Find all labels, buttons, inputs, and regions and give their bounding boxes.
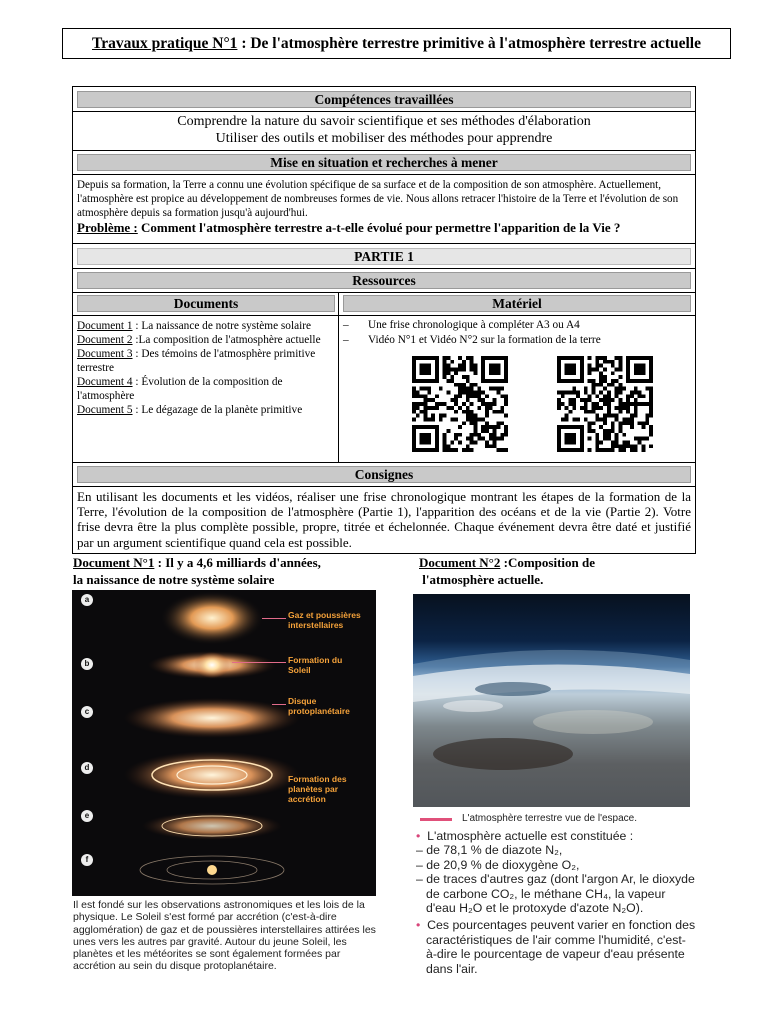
solar-system-formation-illustration — [72, 590, 376, 896]
doc2-heading — [419, 554, 699, 588]
letter-d: d — [81, 762, 93, 774]
materiel-item-2: Vidéo N°1 et Vidéo N°2 sur la formation de la terre — [368, 333, 601, 346]
consignes-heading: Consignes — [77, 466, 691, 483]
qr-code-video-1[interactable] — [410, 356, 510, 452]
documents-list — [77, 319, 335, 417]
document-item-4: Document 4 : Évolution de la composition de l'atmosphère — [77, 376, 283, 402]
earth-atmosphere-photo — [413, 594, 690, 807]
materiel-item-1: Une frise chronologique à compléter A3 ou A4 — [368, 319, 580, 331]
label-gaz: Gaz et poussières interstellaires — [288, 610, 361, 630]
probleme-label: Problème : — [77, 220, 138, 235]
qr-code-video-2[interactable] — [555, 356, 655, 452]
competences-heading: Compétences travaillées — [77, 91, 691, 108]
doc2-label: Document N°2 — [419, 555, 501, 570]
probleme-text: Comment l'atmosphère terrestre a-t-elle évolué pour permettre l'apparition de la Vie ? — [137, 220, 621, 235]
doc2-text — [416, 829, 696, 976]
materiel-list: – Une frise chronologique à compléter A3 ou A4 – Vidéo N°1 et Vidéo N°2 sur la formation de la terre — [343, 319, 601, 346]
competence-2: Utiliser des outils et mobiliser des méthodes pour apprendre — [215, 131, 553, 146]
materiel-heading: Matériel — [343, 295, 691, 312]
document-item-1: Document 1 : La naissance de notre système solaire — [77, 320, 312, 332]
doc2-title-rest: :Composition de — [500, 555, 596, 570]
doc2-title-line2: l'atmosphère actuelle. — [422, 572, 544, 587]
doc2-bullet-2: • Ces pourcentages peuvent varier en fonction des caractéristiques de l'air comme l'humidité, c'est-à-dire le pourcentage de vapeur d'eau présente dans l'air. — [416, 918, 696, 976]
doc2-item-3: – de traces d'autres gaz (dont l'argon Ar, le dioxyde de carbone CO₂, le méthane CH₄, la vapeur d'eau H₂O et le protoxyde d'azote N₂O). — [416, 872, 695, 916]
consignes-text: En utilisant les documents et les vidéos, réaliser une frise chronologique montrant les étapes de la formation de la Terre, l'évolution de la composition de l'atmosphère (Partie 1), l'apparition des océans et de la vie (Partie 2). Votre frise devra être la plus complète possible, propre, titrée et échelonnée. Chaque événement devra être daté et justifié par un argument scientifique quand cela est possible. — [77, 489, 691, 550]
photo-caption-marker — [420, 818, 452, 821]
probleme — [77, 220, 691, 236]
main-table — [72, 86, 696, 554]
page-title — [62, 28, 731, 59]
letter-f: f — [81, 854, 93, 866]
title-prefix: Travaux pratique N°1 — [92, 35, 238, 52]
doc1-caption: Il est fondé sur les observations astronomiques et les lois de la physique. Le Soleil s'est formé par accrétion (c'est-à-dire agglomération) de gaz et de poussières interstellaires attirées les unes vers les autres par gravité. Autour du jeune Soleil, les planètes et les météorites se sont également formées par accrétion au sein du disque protoplanétaire. — [73, 899, 376, 973]
doc1-heading — [73, 554, 403, 588]
letter-a: a — [81, 594, 93, 606]
document-item-2: Document 2 :La composition de l'atmosphère actuelle — [77, 334, 321, 346]
document-item-3: Document 3 : Des témoins de l'atmosphère primitive terrestre — [77, 348, 316, 374]
label-soleil: Formation du Soleil — [288, 655, 343, 675]
documents-heading: Documents — [77, 295, 335, 312]
letter-e: e — [81, 810, 93, 822]
label-disque: Disque protoplanétaire — [288, 696, 350, 716]
partie-heading: PARTIE 1 — [77, 248, 691, 265]
title-rest: : De l'atmosphère terrestre primitive à l'atmosphère terrestre actuelle — [237, 35, 701, 52]
doc2-item-2: – de 20,9 % de dioxygène O₂, — [416, 857, 580, 872]
doc2-item-1: – de 78,1 % de diazote N₂, — [416, 843, 563, 858]
letter-b: b — [81, 658, 93, 670]
letter-c: c — [81, 706, 93, 718]
doc2-bullet-1: • L'atmosphère actuelle est constituée : — [416, 829, 634, 843]
doc2-photo-caption: L'atmosphère terrestre vue de l'espace. — [462, 813, 638, 824]
label-planetes: Formation des planètes par accrétion — [288, 774, 347, 804]
situation-text: Depuis sa formation, la Terre a connu une évolution spécifique de sa surface et de la composition de son atmosphère. Actuellement, l'atmosphère est propice au développement de nombreuses formes de vie. Nous allons retracer l'histoire de la Terre et l'évolution de son atmosphère depuis sa formation jusqu'à aujourd'hui. — [77, 179, 679, 219]
doc1-title-rest: : Il y a 4,6 milliards d'années, — [154, 555, 321, 570]
document-item-5: Document 5 : Le dégazage de la planète primitive — [77, 404, 303, 416]
ressources-heading: Ressources — [77, 272, 691, 289]
doc1-title-line2: la naissance de notre système solaire — [73, 572, 275, 587]
situation-heading: Mise en situation et recherches à mener — [77, 154, 691, 171]
competence-1: Comprendre la nature du savoir scientifique et ses méthodes d'élaboration — [177, 114, 591, 129]
doc1-label: Document N°1 — [73, 555, 155, 570]
